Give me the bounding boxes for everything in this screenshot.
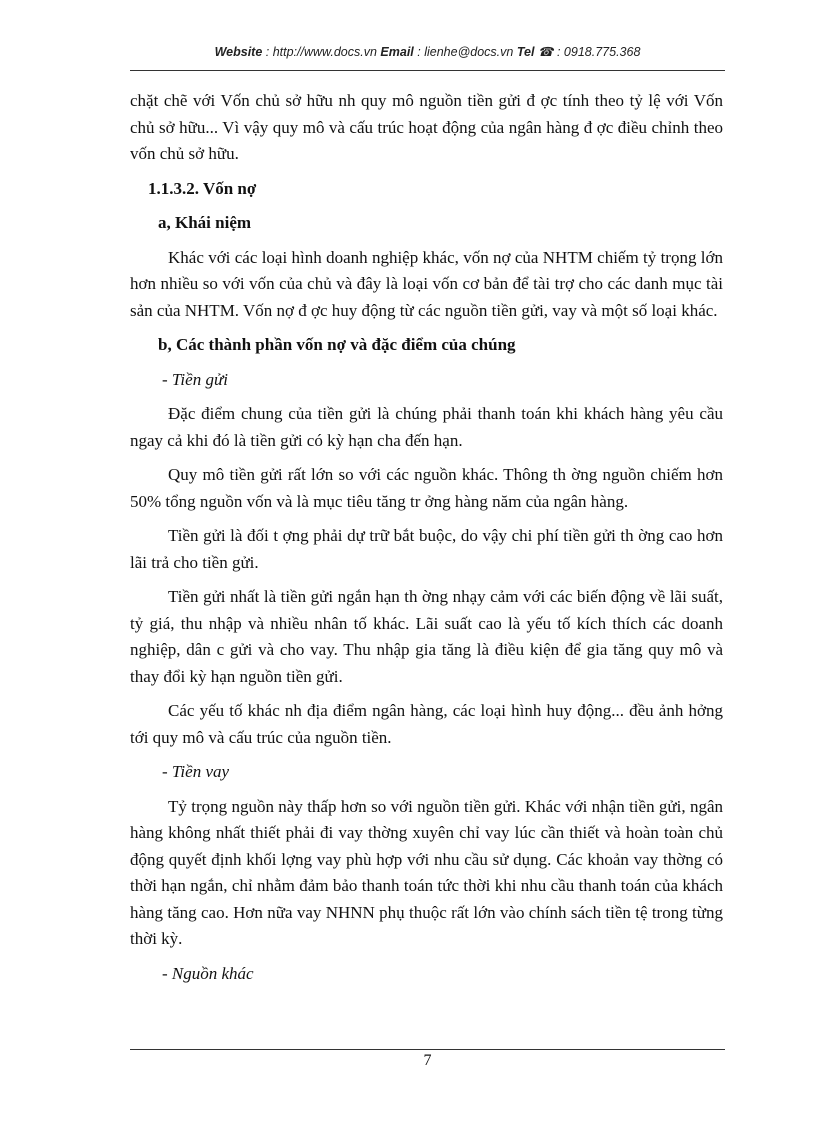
paragraph: Đặc điểm chung của tiền gửi là chúng phải thanh toán khi khách hàng yêu cầu ngay cả khi đó là tiền gửi có kỳ hạn cha đến hạn. xyxy=(130,404,723,450)
paragraph: Các yếu tố khác nh địa điểm ngân hàng, các loại hình huy động... đều ảnh hởng tới quy mô và cấu trúc của nguồn tiền. xyxy=(130,701,723,747)
email-value: : lienhe@docs.vn xyxy=(417,45,514,59)
website-label: Website xyxy=(214,45,263,59)
header-divider xyxy=(130,70,725,71)
page-header xyxy=(130,44,725,59)
subsection-heading: b, Các thành phần vốn nợ và đặc điểm của chúng xyxy=(158,335,516,354)
tel-value: : 0918.775.368 xyxy=(556,45,641,59)
paragraph: Quy mô tiền gửi rất lớn so với các nguồn khác. Thông th ờng nguồn chiếm hơn 50% tổng nguồn vốn và là mục tiêu tăng tr ởng hàng năm của ngân hàng. xyxy=(130,465,723,511)
list-heading: - Nguồn khác xyxy=(162,963,254,983)
paragraph: Khác với các loại hình doanh nghiệp khác, vốn nợ của NHTM chiếm tỷ trọng lớn hơn nhiều so với vốn của chủ và đây là loại vốn cơ bản để tài trợ cho các danh mục tài sản của NHTM. Vốn nợ đ ợc huy động từ các nguồn tiền gửi, vay và một số loại khác. xyxy=(130,247,723,320)
paragraph: Tiền gửi nhất là tiền gửi ngắn hạn th ờng nhạy cảm với các biến động về lãi suất, tỷ giá, thu nhập và nhiều nhân tố khác. Lãi suất cao là yếu tố kích thích các doanh nghiệp, dân c gửi và cho vay. Thu nhập gia tăng là điều kiện để gia tăng quy mô và thay đổi kỳ hạn nguồn tiền gửi. xyxy=(130,587,723,686)
phone-icon: ☎ xyxy=(537,45,554,59)
paragraph: Tiền gửi là đối t ợng phải dự trữ bắt buộc, do vậy chi phí tiền gửi th ờng cao hơn lãi trả cho tiền gửi. xyxy=(130,526,723,572)
paragraph: chặt chẽ với Vốn chủ sở hữu nh quy mô nguồn tiền gửi đ ợc tính theo tỷ lệ với Vốn chủ sở hữu... Vì vậy quy mô và cấu trúc hoạt động của ngân hàng đ ợc điều chỉnh theo vốn chủ sở hữu. xyxy=(130,91,723,163)
footer-divider xyxy=(130,1049,725,1050)
page-number: 7 xyxy=(423,1052,432,1069)
section-heading: 1.1.3.2. Vốn nợ xyxy=(148,178,257,198)
website-value: : http://www.docs.vn xyxy=(265,45,377,59)
paragraph: Tỷ trọng nguồn này thấp hơn so với nguồn tiền gửi. Khác với nhận tiền gửi, ngân hàng không nhất thiết phải đi vay thờng xuyên chỉ vay lúc cần thiết và hoàn toàn chủ động quyết định khối lợng vay phù hợp với nhu cầu sử dụng. Các khoản vay thờng có thời hạn ngắn, chỉ nhằm đảm bảo thanh toán tức thời khi nhu cầu thanh toán của khách hàng tăng cao. Hơn nữa vay NHNN phụ thuộc rất lớn vào chính sách tiền tệ trong từng thời kỳ. xyxy=(130,796,723,948)
subsection-heading: a, Khái niệm xyxy=(158,213,252,232)
tel-label: Tel xyxy=(516,45,535,59)
list-heading: - Tiền vay xyxy=(162,762,230,781)
document-body xyxy=(130,88,723,987)
list-heading: - Tiền gửi xyxy=(162,369,228,389)
email-label: Email xyxy=(380,45,414,59)
